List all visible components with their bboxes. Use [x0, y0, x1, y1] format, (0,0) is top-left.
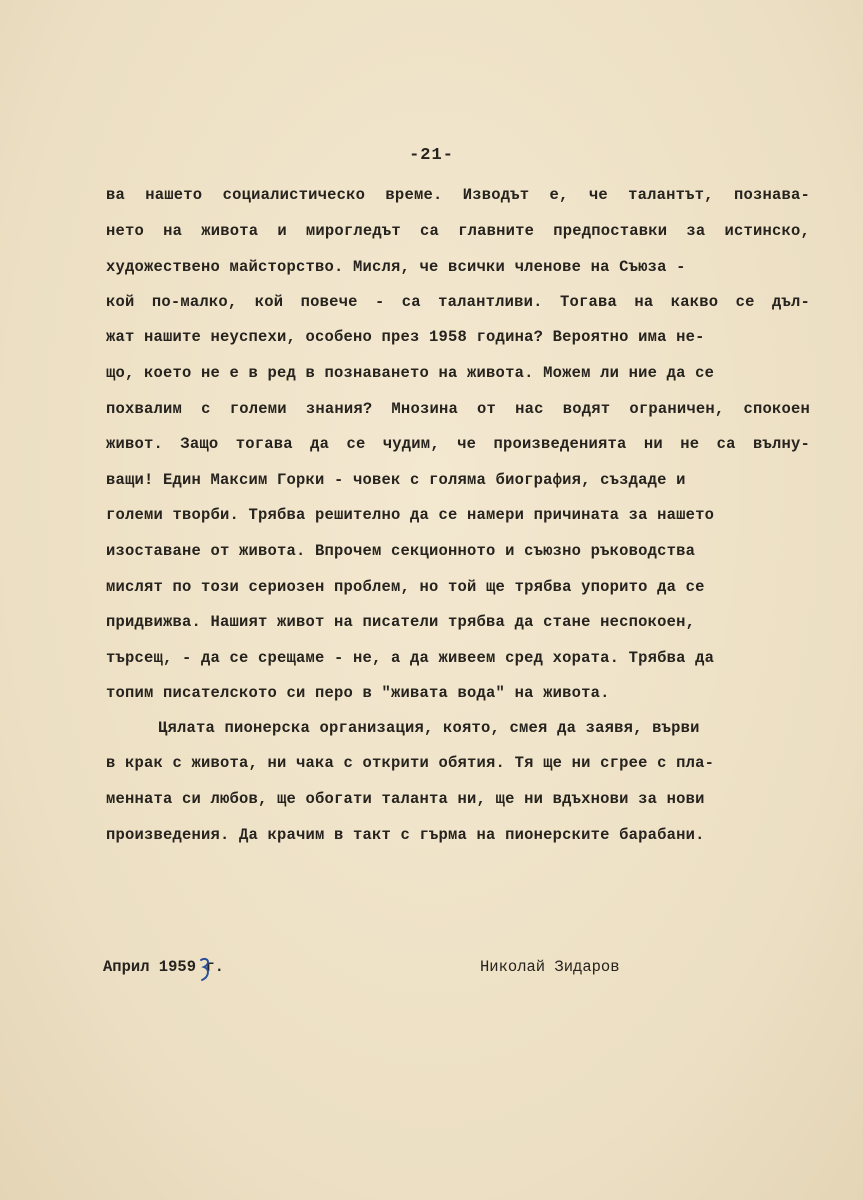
page-number: -21- [409, 146, 454, 165]
text-line: произведения. Да крачим в такт с гърма на пионерските барабани. [106, 826, 705, 844]
text-line: кой по-малко, кой повече - са талантливи. Тогава на какво се дъл- [106, 293, 810, 311]
text-line: менната си любов, ще обогати таланта ни, ще ни вдъхнови за нови [106, 790, 705, 808]
text-line: живот. Защо тогава да се чудим, че произведенията ни не са вълну- [106, 435, 810, 453]
text-line: мислят по този сериозен проблем, но той ще трябва упорито да се [106, 578, 705, 596]
handwritten-correction-mark [196, 954, 214, 984]
text-line: търсещ, - да се срещаме - не, а да живеем сред хората. Трябва да [106, 649, 715, 667]
text-line: ва нашето социалистическо време. Изводът е, че талантът, познава- [106, 186, 810, 204]
author-name: Николай Зидаров [480, 958, 620, 976]
text-line: художествено майсторство. Мисля, че всички членове на Съюза - [106, 258, 686, 276]
text-line: топим писателското си перо в "живата вода" на живота. [106, 684, 610, 702]
text-line: Цялата пионерска организация, която, смея да заявя, върви [158, 719, 700, 737]
text-line: що, което не е в ред в познаването на живота. Можем ли ние да се [106, 364, 715, 382]
text-line: в крак с живота, ни чака с открити обятия. Тя ще ни сгрее с пла- [106, 754, 715, 772]
text-line: придвижва. Нашият живот на писатели трябва да стане неспокоен, [106, 613, 696, 631]
date-line: Април 1959 г. [103, 958, 224, 976]
text-line: ващи! Един Максим Горки - човек с голяма биография, създаде и [106, 471, 686, 489]
text-line: нето на живота и мирогледът са главните предпоставки за истинско, [106, 222, 810, 240]
text-line: жат нашите неуспехи, особено през 1958 година? Вероятно има не- [106, 328, 705, 346]
text-line: изоставане от живота. Впрочем секционното и съюзно ръководства [106, 542, 696, 560]
text-line: похвалим с големи знания? Мнозина от нас водят ограничен, спокоен [106, 400, 810, 418]
ink-stroke [201, 959, 208, 980]
text-line: големи творби. Трябва решително да се намери причината за нашето [106, 506, 715, 524]
